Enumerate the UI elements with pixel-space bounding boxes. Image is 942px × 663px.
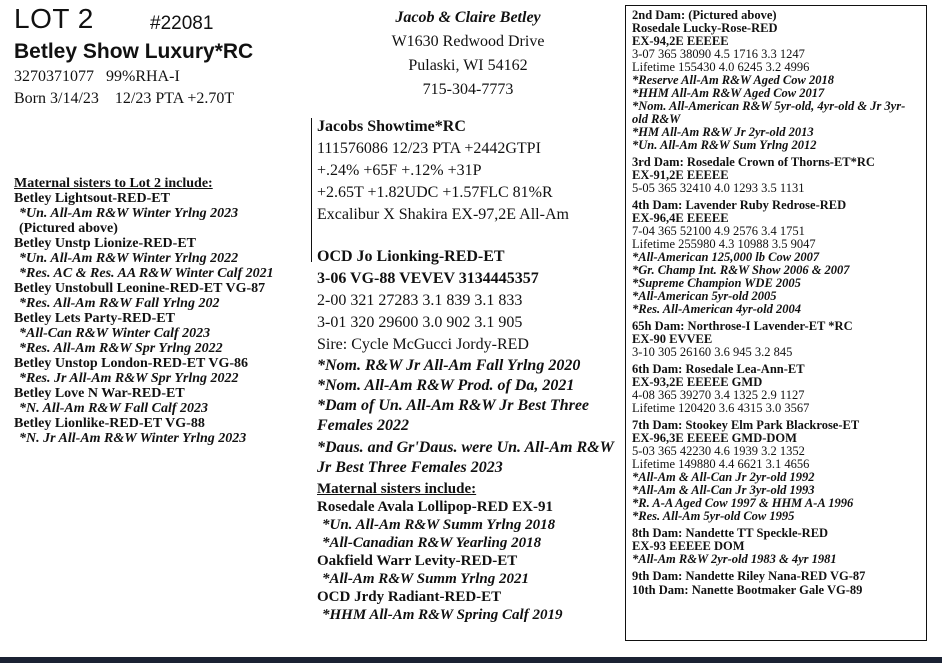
owner-name: Jacob & Claire Betley [395,9,541,26]
sire-line-3: +2.65T +1.82UDC +1.57FLC 81%R [317,184,553,201]
sister-name: Betley Unstobull Leonine-RED-ET VG-87 [14,281,266,296]
pedigree-title-line: EX-96,4E EEEEE [632,211,729,225]
pedigree-award: *Nom. All-American R&W 5yr-old, 4yr-old & Jr 3yr-old R&W [632,99,906,126]
sister-note: (Pictured above) [19,221,118,236]
pedigree-title-line: EX-90 EVVEE [632,332,713,346]
sister-name: Betley Unstp Lionize-RED-ET [14,236,196,251]
sire-line-1: 111576086 12/23 PTA +2442GTPI [317,140,541,157]
pedigree-generation [632,584,920,597]
pedigree-generation [632,156,920,195]
dam-sister-name: Rosedale Avala Lollipop-RED EX-91 [317,499,553,515]
sister-award: *Res. All-Am R&W Fall Yrlng 202 [19,296,220,311]
pedigree-record: Lifetime 255980 4.3 10988 3.5 9047 [632,237,816,251]
maternal-sisters-heading: Maternal sisters to Lot 2 include: [14,176,213,191]
owner-address: W1630 Redwood Drive [391,33,545,50]
registration-number: 3270371077 [14,68,94,85]
pedigree-award: *Un. All-Am R&W Sum Yrlng 2012 [632,138,817,152]
pedigree-record: 5-05 365 32410 4.0 1293 3.5 1131 [632,181,805,195]
pedigree-box [625,5,927,641]
pedigree-title-line: EX-93 EEEEE DOM [632,539,745,553]
pedigree-award: *All-American 5yr-old 2005 [632,289,777,303]
pedigree-record: 3-07 365 38090 4.5 1716 3.3 1247 [632,47,805,61]
pedigree-award: *R. A-A Aged Cow 1997 & HHM A-A 1996 [632,496,854,510]
pedigree-title-line: EX-94,2E EEEEE [632,34,729,48]
lot-number: #22081 [150,13,214,34]
pedigree-title-line: Rosedale Lucky-Rose-RED [632,21,778,35]
dam-sister-name: Oakfield Warr Levity-RED-ET [317,553,518,569]
dam-sister-award: *All-Canadian R&W Yearling 2018 [322,535,542,551]
pedigree-generation [632,570,920,583]
sister-award: *Res. AC & Res. AA R&W Winter Calf 2021 [19,266,274,281]
pedigree-generation [632,363,920,415]
pedigree-record: Lifetime 155430 4.0 6245 3.2 4996 [632,60,810,74]
dam-sister-award: *All-Am R&W Summ Yrlng 2021 [322,571,530,587]
lot-label: LOT 2 [14,3,94,34]
pedigree-title-line: EX-91,2E EEEEE [632,168,729,182]
sister-award: *Un. All-Am R&W Winter Yrlng 2022 [19,251,239,266]
sire-line-4: Excalibur X Shakira EX-97,2E All-Am [317,206,569,223]
dam-sister-award: *Un. All-Am R&W Summ Yrlng 2018 [322,517,556,533]
pedigree-title-line: 65h Dam: Northrose-I Lavender-ET *RC [632,319,853,333]
pedigree-title-line: 7th Dam: Stookey Elm Park Blackrose-ET [632,418,860,432]
pedigree-generation [632,199,920,316]
dam-classification: 3-06 VG-88 VEVEV 3134445357 [317,270,539,287]
pedigree-award: *Res. All-American 4yr-old 2004 [632,302,801,316]
dam-maternal-sisters [317,480,617,624]
pedigree-record: Lifetime 149880 4.4 6621 3.1 4656 [632,457,810,471]
pedigree-award: *HHM All-Am R&W Aged Cow 2017 [632,86,825,100]
pedigree-award: *All-Am & All-Can Jr 2yr-old 1992 [632,470,815,484]
dam-award: *Daus. and Gr'Daus. were Un. All-Am R&W Jr Best Three Females 2023 [317,439,614,476]
dam-award: *Nom. All-Am R&W Prod. of Da, 2021 [317,377,575,394]
birth-date: Born 3/14/23 [14,90,99,107]
pedigree-title-line: EX-96,3E EEEEE GMD-DOM [632,431,797,445]
sister-award: *Res. All-Am R&W Spr Yrlng 2022 [19,341,223,356]
dam-sister-award: *HHM All-Am R&W Spring Calf 2019 [322,607,563,623]
sire-block [317,116,617,226]
pedigree-title-line: 4th Dam: Lavender Ruby Redrose-RED [632,198,847,212]
sister-name: Betley Unstop London-RED-ET VG-86 [14,356,249,371]
pedigree-generation [632,527,920,566]
pedigree-title-line: 6th Dam: Rosedale Lea-Ann-ET [632,362,805,376]
dam-record-1: 2-00 321 27283 3.1 839 3.1 833 [317,292,523,309]
pedigree-title-line: 10th Dam: Nanette Bootmaker Gale VG-89 [632,583,863,597]
dam-sister-name: OCD Jrdy Radiant-RED-ET [317,589,502,605]
dam-sire: Sire: Cycle McGucci Jordy-RED [317,336,529,353]
animal-name: Betley Show Luxury*RC [14,40,254,63]
pedigree-award: *All-Am & All-Can Jr 3yr-old 1993 [632,483,815,497]
pedigree-award: *All-American 125,000 lb Cow 2007 [632,250,820,264]
animal-born-line [14,88,234,110]
pedigree-title-line: 2nd Dam: (Pictured above) [632,8,777,22]
animal-reg-line [14,66,234,88]
sister-award: *All-Can R&W Winter Calf 2023 [19,326,211,341]
sister-name: Betley Love N War-RED-ET [14,386,185,401]
sister-name: Betley Lionlike-RED-ET VG-88 [14,416,205,431]
pedigree-record: 4-08 365 39270 3.4 1325 2.9 1127 [632,388,805,402]
animal-pta: 12/23 PTA +2.70T [114,90,235,107]
pedigree-generation [632,419,920,523]
maternal-sisters-lot [14,176,314,446]
pedigree-record: Lifetime 120420 3.6 4315 3.0 3567 [632,401,810,415]
dam-record-2: 3-01 320 29600 3.0 902 3.1 905 [317,314,523,331]
bottom-bar [0,657,942,663]
pedigree-generation [632,9,920,152]
pedigree-award: *Res. All-Am 5yr-old Cow 1995 [632,509,795,523]
pedigree-award: *Reserve All-Am R&W Aged Cow 2018 [632,73,834,87]
sire-name: Jacobs Showtime*RC [317,118,466,135]
pedigree-title-line: 8th Dam: Nandette TT Speckle-RED [632,526,829,540]
pedigree-award: *HM All-Am R&W Jr 2yr-old 2013 [632,125,814,139]
pedigree-award: *All-Am R&W 2yr-old 1983 & 4yr 1981 [632,552,837,566]
rha-percentage: 99%RHA-I [106,68,180,85]
sister-name: Betley Lets Party-RED-ET [14,311,175,326]
owner-city: Pulaski, WI 54162 [408,57,528,74]
pedigree-award: *Supreme Champion WDE 2005 [632,276,801,290]
dam-name: OCD Jo Lionking-RED-ET [317,248,505,265]
dam-award: *Nom. R&W Jr All-Am Fall Yrlng 2020 [317,357,581,374]
sister-award: *N. Jr All-Am R&W Winter Yrlng 2023 [19,431,247,446]
sire-line-2: +.24% +65F +.12% +31P [317,162,482,179]
pedigree-record: 7-04 365 52100 4.9 2576 3.4 1751 [632,224,805,238]
sister-award: *Un. All-Am R&W Winter Yrlng 2023 [19,206,239,221]
consignor-contact [318,6,618,102]
pedigree-title-line: 9th Dam: Nandette Riley Nana-RED VG-87 [632,569,866,583]
pedigree-generation [632,320,920,359]
sister-award: *N. All-Am R&W Fall Calf 2023 [19,401,209,416]
column-divider [311,118,312,262]
pedigree-title-line: EX-93,2E EEEEE GMD [632,375,763,389]
pedigree-title-line: 3rd Dam: Rosedale Crown of Thorns-ET*RC [632,155,875,169]
pedigree-record: 3-10 305 26160 3.6 945 3.2 845 [632,345,793,359]
sister-award: *Res. Jr All-Am R&W Spr Yrlng 2022 [19,371,239,386]
dam-block [317,246,617,478]
dam-maternal-sisters-heading: Maternal sisters include: [317,481,477,497]
pedigree-award: *Gr. Champ Int. R&W Show 2006 & 2007 [632,263,850,277]
pedigree-record: 5-03 365 42230 4.6 1939 3.2 1352 [632,444,805,458]
sister-name: Betley Lightsout-RED-ET [14,191,170,206]
owner-phone: 715-304-7773 [422,81,514,98]
animal-info [14,66,234,110]
dam-award: *Dam of Un. All-Am R&W Jr Best Three Females 2022 [317,397,590,434]
